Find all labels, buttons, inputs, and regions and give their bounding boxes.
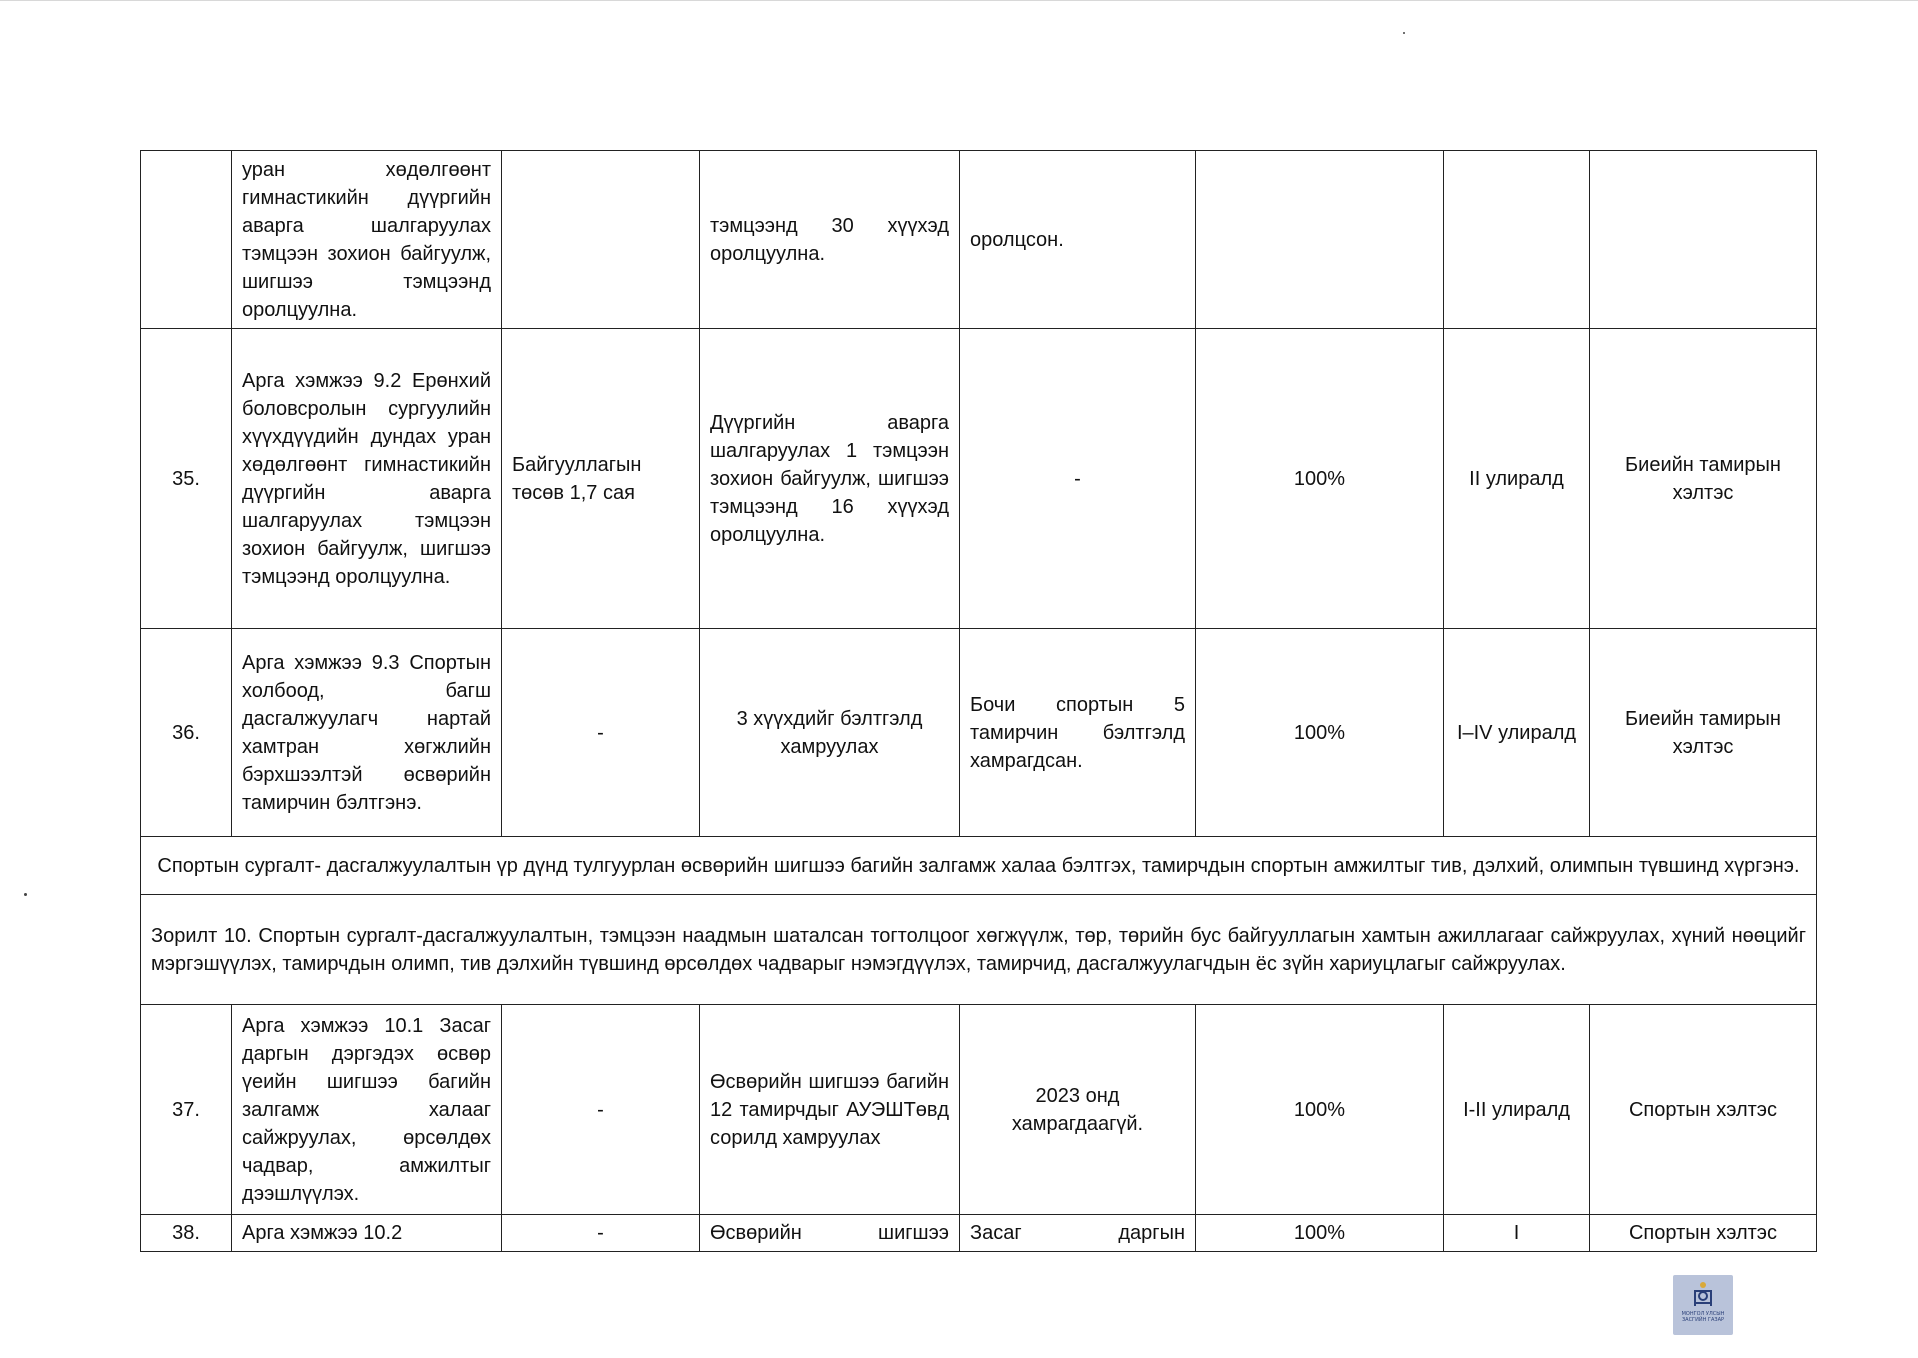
period-cell: I [1444, 1215, 1590, 1252]
measure-cell: уран хөдөлгөөнт гимнастикийн дүүргийн аварга шалгаруулах тэмцээн зохион байгуулж, шигшээ тэмцээнд оролцуулна. [232, 151, 502, 329]
period-cell: II улиралд [1444, 329, 1590, 629]
result-cell: оролцсон. [960, 151, 1196, 329]
action-plan-table [140, 150, 1817, 1252]
percent-cell: 100% [1196, 1005, 1444, 1215]
percent-cell: 100% [1196, 629, 1444, 837]
objective-text: Спортын сургалт- дасгалжуулалтын үр дүнд тулгуурлан өсвөрийн шигшээ багийн залгамж халаа бэлтгэх, тамирчдын спортын амжилтыг тив, дэлхий, олимпын түвшинд хүргэнэ. [141, 837, 1817, 895]
target-cell: Өсвөрийн шигшээ багийн 12 тамирчдыг АУЭШТөвд сорилд хамруулах [700, 1005, 960, 1215]
row-number: 38. [141, 1215, 232, 1252]
measure-cell: Арга хэмжээ 9.2 Ерөнхий боловсролын сургуулийн хүүхдүүдийн дундах уран хөдөлгөөнт гимнастикийн дүүргийн аварга шалгаруулах тэмцээн зохион байгуулж, шигшээ тэмцээнд оролцуулна. [232, 329, 502, 629]
scan-speck [24, 893, 27, 896]
responsible-cell: Спортын хэлтэс [1590, 1005, 1817, 1215]
target-cell: Өсвөрийн шигшээ [700, 1215, 960, 1252]
responsible-cell: Биеийн тамирын хэлтэс [1590, 329, 1817, 629]
result-cell: 2023 онд хамрагдаагүй. [960, 1005, 1196, 1215]
government-emblem [1673, 1275, 1733, 1335]
measure-cell: Арга хэмжээ 10.2 [232, 1215, 502, 1252]
row-number: 35. [141, 329, 232, 629]
budget-cell: Байгууллагын төсөв 1,7 сая [502, 329, 700, 629]
percent-cell [1196, 151, 1444, 329]
objective-row [141, 837, 1817, 895]
budget-cell: - [502, 1215, 700, 1252]
result-cell: - [960, 329, 1196, 629]
result-cell: Бочи спортын 5 тамирчин бэлтгэлд хамрагдсан. [960, 629, 1196, 837]
soyombo-icon [1692, 1281, 1714, 1309]
goal-text: Зорилт 10. Спортын сургалт-дасгалжуулалтын, тэмцээн наадмын шаталсан тогтолцоог хөгжүүлж, төр, төрийн бус байгууллагын хамтын ажиллагааг сайжруулах, хүний нөөцийг мэргэшүүлэх, тамирчдын олимп, тив дэлхийн түвшинд өрсөлдөх чадварыг нэмэгдүүлэх, тамирчид, дасгалжуулагчдын ёс зүйн хариуцлагыг сайжруулах. [141, 895, 1817, 1005]
responsible-cell: Спортын хэлтэс [1590, 1215, 1817, 1252]
table-row [141, 151, 1817, 329]
goal-row [141, 895, 1817, 1005]
row-number [141, 151, 232, 329]
responsible-cell: Биеийн тамирын хэлтэс [1590, 629, 1817, 837]
table-row [141, 629, 1817, 837]
table-row [141, 1215, 1817, 1252]
budget-cell: - [502, 1005, 700, 1215]
scan-top-edge [0, 0, 1918, 1]
measure-cell: Арга хэмжээ 10.1 Засаг даргын дэргэдэх өсвөр үеийн шигшээ багийн залгамж халааг сайжруулах, өрсөлдөх чадвар, амжилтыг дээшлүүлэх. [232, 1005, 502, 1215]
percent-cell: 100% [1196, 1215, 1444, 1252]
result-cell: Засаг даргын [960, 1215, 1196, 1252]
responsible-cell [1590, 151, 1817, 329]
percent-cell: 100% [1196, 329, 1444, 629]
period-cell: I–IV улиралд [1444, 629, 1590, 837]
target-cell: тэмцээнд 30 хүүхэд оролцуулна. [700, 151, 960, 329]
period-cell [1444, 151, 1590, 329]
emblem-caption: МОНГОЛ УЛСЫН ЗАСГИЙН ГАЗАР [1681, 1311, 1725, 1323]
target-cell: 3 хүүхдийг бэлтгэлд хамруулах [700, 629, 960, 837]
measure-cell: Арга хэмжээ 9.3 Спортын холбоод, багш дасгалжуулагч нартай хамтран хөгжлийн бэрхшээлтэй өсвөрийн тамирчин бэлтгэнэ. [232, 629, 502, 837]
table-row [141, 329, 1817, 629]
budget-cell: - [502, 629, 700, 837]
scan-speck [1403, 32, 1405, 34]
budget-cell [502, 151, 700, 329]
target-cell: Дүүргийн аварга шалгаруулах 1 тэмцээн зохион байгуулж, шигшээ тэмцээнд 16 хүүхэд оролцуулна. [700, 329, 960, 629]
row-number: 36. [141, 629, 232, 837]
row-number: 37. [141, 1005, 232, 1215]
table-row [141, 1005, 1817, 1215]
period-cell: I-II улиралд [1444, 1005, 1590, 1215]
